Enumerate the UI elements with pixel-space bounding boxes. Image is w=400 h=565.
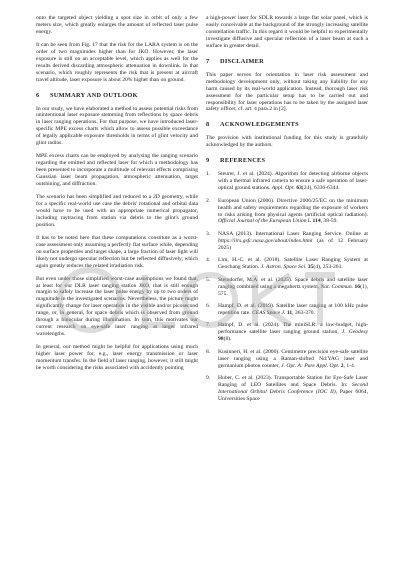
paragraph-intro: onto the targeted object yielding a spot size in orbit of only a few meters size, which greatly enlarges the amount of reflected laser pulse energy. <box>36 15 198 35</box>
paragraph-s6-5: But even under those simplified worst-case assumptions we found that, at least for our DLR laser ranging station JKO, that is still enough margin to safely increase the laser pulse energy by up to two orders of magnitude in the investigated scenarios. Nevertheless, the picture might significantly change for laser operation in the visible and/or picosecond range, or, in general, for space debris which is observed from ground through a binocular during illumination. In sum, this motivates our current research on eye-safe laser ranging at larger infrared wavelengths. <box>36 275 198 338</box>
reference-number: 2. <box>206 197 211 204</box>
reference-authors-title: NASA (2013). International Laser Ranging Service. Online at <box>218 230 368 237</box>
reference-number: 9. <box>206 375 211 382</box>
reference-pages: (24), 6336-6344. <box>301 185 340 192</box>
reference-journal: J. Opt. A: Pure Appl. Opt. <box>281 362 340 369</box>
section-9-title: REFERENCES <box>220 157 266 165</box>
reference-number: 5. <box>206 276 211 283</box>
reference-text <box>218 277 368 298</box>
paragraph-s6-2: MPE excess charts can be employed by analysing the ranging scenario regarding the emitted and reflected laser for which a methodology has been presented to incorporate a multitude of relevant effects comprising Gaussian laser beam propagation, atmospheric attenuation, target outshining, and diffraction. <box>36 153 198 188</box>
reference-list <box>206 171 368 403</box>
reference-authors-title: European Union (2006). Directive 2006/25/EC on the minimum health and safety requirements regarding the exposure of workers to risks arising from physical agents (artificial optical radiation). <box>218 197 368 218</box>
reference-text <box>218 198 368 226</box>
reference-authors-title: Huber, C. et al. (2023). Transportable Station for Eye-Safe Laser Ranging of LEO Satellites and Space Debris. In: <box>218 375 368 389</box>
reference-pages: (4), 253-261. <box>313 264 343 271</box>
paragraph-s6-4: It has to be noted here that these computations constitute as a worst-case assessment only assuming a perfectly flat surface while, depending on surface properties and target shape, a large fraction of laser light will likely not undergo specular reflection but be reflected diffusively, which again greatly reduces the related irradiation risk. <box>36 234 198 269</box>
reference-number: 6. <box>206 303 211 310</box>
paragraph-continued: a high-power laser for SDLR towards a large flat solar panel, which is easily conceivable at the background of the strongly increasing satellite constellation traffic. In this regard it would be helpful to experimentally investigate diffusive and specular reflection of a laser beam at such a surface in greater detail. <box>206 15 368 49</box>
reference-journal: J. Astron. Space Sci. <box>260 264 307 271</box>
reference-text <box>218 257 368 271</box>
reference-authors-title: Hampf, D. et al. (2019). Satellite laser ranging at 100 kHz pulse repetition rate. <box>218 303 368 316</box>
reference-item <box>206 349 368 370</box>
paragraph-s6-3: The scenario has been simplified and reduced to a 2D geometry, while for a specific real-world use case the debris' rotational and orbital data would have to be used with an appropriate numerical propagator, including raytracing from station via debris to the glint's ground position. <box>36 194 198 228</box>
paragraph-s8: The provision with institutional funding for this study is gratefully acknowledged by the authors. <box>206 135 368 149</box>
reference-text <box>218 231 368 252</box>
section-7-title: DISCLAIMER <box>220 57 264 65</box>
reference-volume: 63 <box>296 185 302 192</box>
reference-authors-title: Lim, H.-C. et al. (2018). Satellite Laser Ranging System at Geochang Station. <box>218 257 368 271</box>
reference-pages: (8). <box>223 336 232 343</box>
reference-number: 1. <box>206 171 211 178</box>
section-6-title: SUMMARY AND OUTLOOK <box>50 91 138 99</box>
reference-volume: 98 <box>218 336 224 343</box>
reference-authors-title: Steurer, J. et al. (2024). Algorithm for detecting airborne objects with a thermal infrared camera to ensure a safe operation of laser-optical ground stations. <box>218 171 368 192</box>
section-8-number: 8 <box>206 121 210 129</box>
reference-item <box>206 231 368 252</box>
reference-journal: Nat. Commun. <box>320 283 354 290</box>
reference-authors-title: Kusinneri, H. et al. (2000). Centimetre precision eye-safe satellite laser ranging using a Raman-shifted Nd:YAG laser and germanium photon counter, <box>218 348 368 369</box>
section-8-heading <box>206 122 368 129</box>
paragraph-s6-1: In our study, we have elaborated a method to assess potential risks from unintentional laser exposure stemming from reflections by space debris in laser ranging operations. For that purpose, we have introduced laser-specific MPE excess charts which allow to assess possible exceedance of legally applicable exposure thresholds in terms of glint velocity and glint radius. <box>36 105 198 147</box>
section-7-number: 7 <box>206 57 210 65</box>
reference-number: 4. <box>206 257 211 264</box>
reference-journal: Official Journal of the European Union <box>218 218 307 225</box>
paragraph-fig17: It can be seen from Fig. 17 that the risk for the LARA system is on the order of two magnitudes higher than for JKO. However, the laser exposure is still on an acceptable level, which applies as well for the results derived discarding atmospheric attenuation in downlink. In that scenario, which roughly represents the risk that is present at aircraft travel altitude, laser exposure is about 20% higher than on ground. <box>36 41 198 83</box>
reference-item <box>206 277 368 298</box>
reference-item <box>206 375 368 403</box>
reference-text <box>218 322 368 343</box>
reference-volume: 2 <box>340 362 344 369</box>
reference-item <box>206 322 368 343</box>
reference-journal: Appl. Opt. <box>271 185 295 192</box>
reference-text <box>218 171 368 192</box>
reference-journal: Second International Orbital Debris Conference (IOC II) <box>218 382 368 396</box>
paragraph-s7: This paper serves for orientation in laser risk assessment and methodology development only, without taking any liability for any harm caused by its real-world application. Instead, thorough laser risk assessment for the particular setup has to be carried out and responsibility for laser operations has to be taken by the assigned laser safety officer, cf. art. 4 para.2 in [2]. <box>206 71 368 113</box>
section-9-number: 9 <box>206 157 210 165</box>
reference-volume: 35 <box>307 264 314 271</box>
reference-text <box>218 375 368 403</box>
left-column <box>36 15 198 378</box>
paragraph-s6-6: In general, our method might be helpful for applications using much higher laser power for, e.g., laser energy transmission or laser momentum transfer. In the field of laser ranging, however, it still might be worth considering the risks associated with accidently pointing <box>36 344 198 371</box>
reference-pages: , 1-4. <box>343 362 356 369</box>
reference-volume: 16 <box>354 283 361 290</box>
reference-detail: L <box>306 218 313 225</box>
reference-text <box>218 303 368 317</box>
section-6-number: 6 <box>36 91 40 99</box>
reference-authors-title: Steindorfer, M.A. et al. (2025). Space debris and satellite laser ranging combined using a megahertz system, <box>218 276 368 290</box>
reference-item <box>206 303 368 317</box>
reference-authors-title: Hampf, D. et al. (2024). The miniSLR: a low-budget, high-performance satellite laser ranging ground station, <box>218 322 368 336</box>
reference-item <box>206 198 368 226</box>
reference-journal: CEAS Space J. <box>252 310 286 316</box>
reference-item <box>206 171 368 192</box>
reference-volume: 114 <box>312 218 321 225</box>
reference-pages: , 363-370. <box>292 310 315 316</box>
reference-number: 8. <box>206 348 211 355</box>
right-column <box>206 15 368 408</box>
reference-pages: (1), 575. <box>218 283 369 297</box>
reference-number: 3. <box>206 230 211 237</box>
reference-volume: 11 <box>286 310 293 316</box>
reference-detail: (as of 12 February 2025) <box>218 237 368 251</box>
section-9-heading <box>206 158 368 165</box>
section-7-heading <box>206 59 368 66</box>
reference-item <box>206 257 368 271</box>
reference-journal: https://ilrs.gsfc.nasa.gov/about/index.html <box>218 237 313 244</box>
reference-detail: , Paper 6064, Universities Space <box>218 389 368 403</box>
reference-journal: J. Geodesy <box>341 329 368 336</box>
reference-pages: , 38-59. <box>320 218 338 225</box>
section-8-title: ACKNOWLEDGEMENTS <box>220 121 299 129</box>
reference-number: 7. <box>206 322 211 329</box>
reference-text <box>218 349 368 370</box>
section-6-heading <box>36 93 198 100</box>
